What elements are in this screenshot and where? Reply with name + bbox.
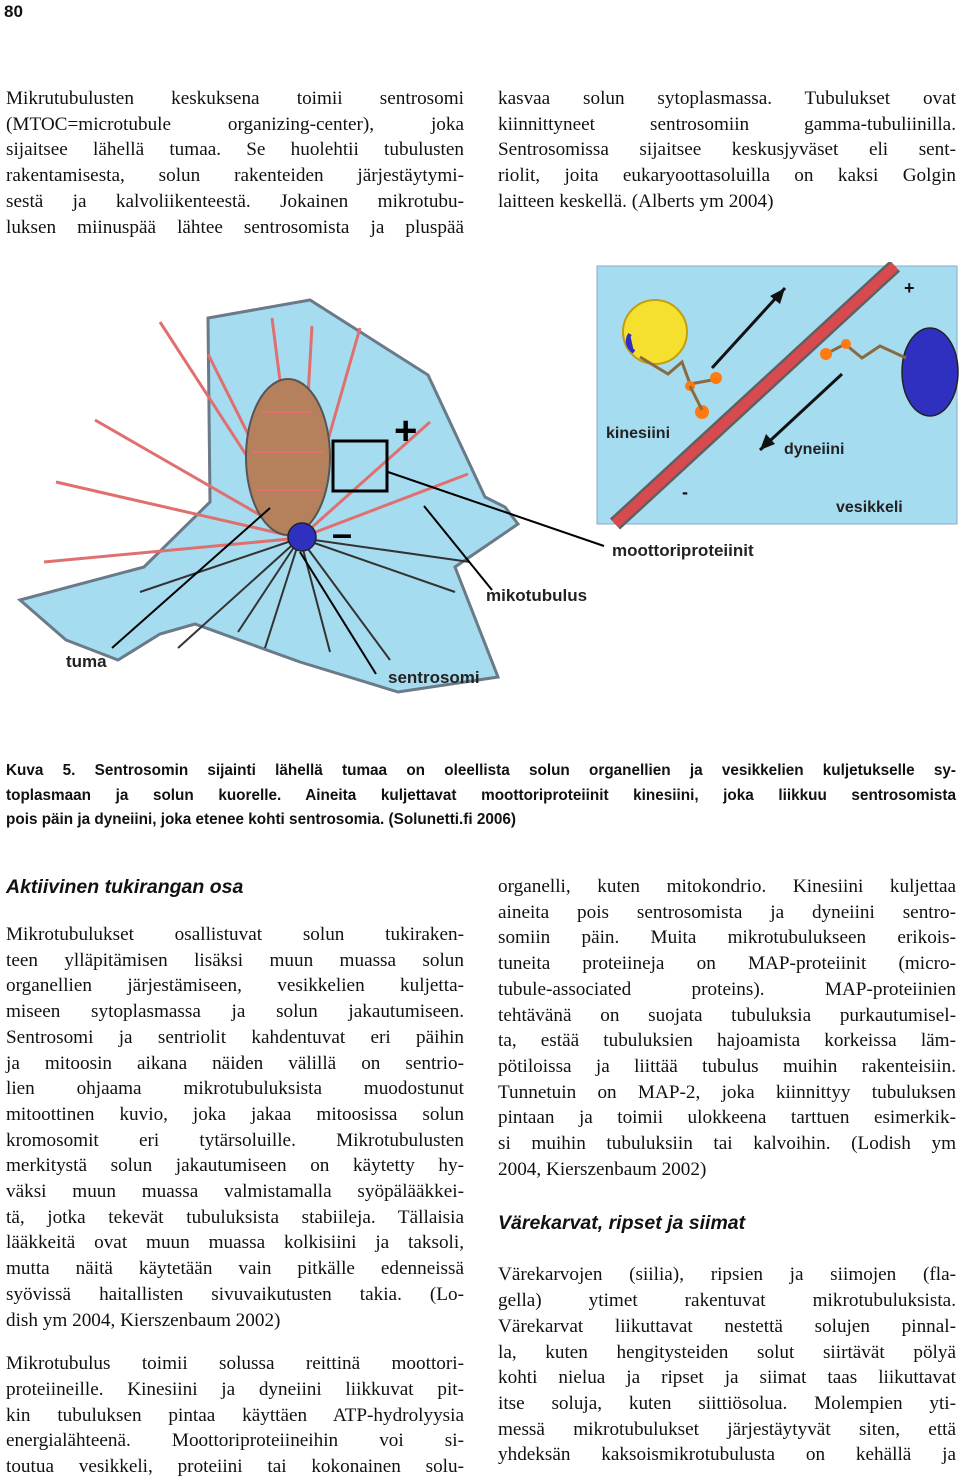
text-line: tuneita proteiineja on MAP-proteiinit (micro- (498, 953, 956, 975)
nucleus (246, 379, 330, 535)
page-number: 80 (4, 2, 23, 21)
heading-aktiivinen-tukirangan-osa: Aktiivinen tukirangan osa (6, 876, 244, 898)
text-line: Värekarvat liikuttavat nestettä solujen pinnal- (498, 1315, 956, 1337)
figure-caption (6, 759, 956, 833)
text-line: ta, estää tubuluksien hajoamista korkeissa läm- (498, 1030, 956, 1052)
text-line: Mikrutubulusten keskuksena toimii sentrosomi (6, 88, 464, 109)
inset-plus-sign: + (904, 278, 915, 298)
right-paragraph-2 (498, 1262, 956, 1468)
text-line: rakentamisesta, solun rakenteiden järjestäytymi- (6, 165, 464, 187)
text-line: dish ym 2004, Kierszenbaum 2002) (6, 1309, 281, 1331)
text-line: riolit, joita eukaryoottasoluilla on kaksi Golgin (498, 165, 956, 187)
text-line: messä mikrotubulukset järjestäytyvät siten, että (498, 1418, 956, 1440)
text-line: itse soluja, kuten siittiösolua. Molempien yti- (498, 1392, 956, 1414)
label-tuma: tuma (66, 652, 107, 671)
dynein-vesicle (902, 328, 958, 416)
text-line: miseen sytoplasmassa ja solun jakautumiseen. (6, 1001, 464, 1023)
text-line: Sentrosomi ja sentriolit kahdentuvat eri päihin (6, 1026, 464, 1048)
text-line: mutta näitä käytetään vain pitkälle edenneissä (6, 1258, 464, 1280)
text-line: lien ohjaama mikrotubuluksista muodostunut (6, 1078, 464, 1100)
text-line: pois päin ja dyneiini, joka etenee kohti sentrosomia. (Solunetti.fi 2006) (6, 811, 517, 828)
label-kinesiini: kinesiini (606, 425, 671, 442)
text-line: si muihin tubuluksiin tai kalvoihin. (Lodish ym (498, 1133, 956, 1155)
text-line: gella) ytimet rakentuvat mikrotubuluksista. (498, 1290, 956, 1312)
text-line: ja mitoosin aikana näiden välillä on sentrio- (6, 1052, 464, 1074)
text-line: kiinnittyneet sentrosomiin gamma-tubuliinilla. (498, 113, 956, 135)
text-line: toutua vesikkeli, proteiini tai kokonainen solu- (6, 1456, 464, 1478)
text-line: Värekarvojen (siilia), ripsien ja siimojen (fla- (498, 1264, 956, 1286)
left-paragraph-1 (6, 922, 464, 1333)
label-dyneiini: dyneiini (784, 441, 845, 458)
top-right-paragraph (498, 86, 956, 215)
text-line: proteiineille. Kinesiini ja dyneiini liikkuvat pit- (6, 1378, 464, 1400)
text-line: sijaitsee lähellä tumaa. Se huolehtii tubulusten (6, 139, 464, 161)
text-line: organellien järjestämiseen, vesikkelien kuljetta- (6, 975, 464, 997)
text-line: teen ylläpitämisen lisäksi muun muassa solun (6, 949, 464, 971)
text-line: tubule-associated proteins). MAP-proteiinien (498, 978, 956, 1000)
left-paragraph-2 (6, 1351, 464, 1480)
text-line: mitoottinen kuvio, joka jakaa mitoosissa solun (6, 1103, 464, 1125)
cell-plus-sign: + (394, 409, 418, 453)
text-line: kin tubuluksen pintaa käyttäen ATP-hydrolyysia (6, 1404, 464, 1426)
text-line: kromosomit eri tytärsoluille. Mikrotubulusten (6, 1129, 464, 1151)
text-line: organelli, kuten mitokondrio. Kinesiini kuljettaa (498, 876, 956, 897)
figure-kuva-5 (0, 262, 960, 702)
left-column (6, 874, 464, 1480)
text-line: (MTOC=microtubule organizing-center), joka (6, 113, 464, 135)
text-line: pötiloissa ja liittää tubulus muihin rakenteisiin. (498, 1055, 956, 1077)
text-line: sestä ja kalvoliikenteestä. Jokainen mikrotubu- (6, 190, 464, 212)
text-line: Mikrotubulus toimii solussa reittinä moottori- (6, 1353, 464, 1375)
text-line: 2004, Kierszenbaum 2002) (498, 1158, 707, 1180)
text-line: toplasmaan ja solun kuorelle. Aineita kuljettavat moottoriproteiinit kinesiini, joka liikkuu sentrosomista (6, 786, 956, 804)
text-line: aineita pois sentrosomista ja dyneiini sentro- (498, 901, 956, 923)
text-line: syövissä haitallisten sivuvaikutusten takia. (Lo- (6, 1283, 464, 1305)
text-line: väksi muun muassa valmistamalla syöpälääkkei- (6, 1181, 464, 1203)
text-line: Mikrotubulukset osallistuvat solun tukiraken- (6, 924, 464, 945)
top-left-paragraph (6, 86, 464, 240)
text-line: luksen miinuspää lähtee sentrosomista ja pluspää (6, 216, 464, 238)
text-line: Sentrosomissa sijaitsee keskusjyväset eli sent- (498, 139, 956, 161)
text-line: Tunnetuin on MAP-2, joka kiinnittyy tubuluksen (498, 1081, 956, 1103)
label-moottoriproteiinit: moottoriproteiinit (612, 541, 754, 560)
label-sentrosomi: sentrosomi (388, 668, 480, 687)
text-line: la, kuten hengitysteiden solut siirtävät pölyä (498, 1341, 956, 1363)
label-mikotubulus: mikotubulus (486, 586, 588, 605)
text-line: laitteen keskellä. (Alberts ym 2004) (498, 190, 774, 212)
text-line: Kuva 5. Sentrosomin sijainti lähellä tumaa on oleellista solun organellien ja vesikkelien kuljetukselle sy- (6, 762, 956, 779)
text-line: merkitystä solun jakautumiseen on käytetty hy- (6, 1155, 464, 1177)
motor-protein-inset (597, 266, 958, 524)
inset-minus-sign: - (682, 482, 688, 502)
label-vesikkeli: vesikkeli (836, 499, 903, 516)
text-line: kasvaa solun sytoplasmassa. Tubulukset ovat (498, 88, 956, 109)
cell-minus-sign: – (332, 513, 353, 554)
right-column (498, 874, 956, 1468)
kinesin-vesicle (623, 300, 687, 364)
text-line: kohti nielua ja ripset ja siimat taas liikuttavat (498, 1367, 956, 1389)
text-line: energialähteenä. Moottoriproteiineihin voi si- (6, 1430, 464, 1452)
heading-varekarvat: Värekarvat, ripset ja siimat (498, 1212, 746, 1235)
text-line: somiin päin. Muita mikrotubulukseen erikois- (498, 927, 956, 949)
text-line: pintaan ja toimii ulokkeena tarttuen esimerkik- (498, 1107, 956, 1129)
text-line: tä, jotka tekevät tubuluksista stabiileja. Tällaisia (6, 1206, 464, 1228)
centrosome (288, 523, 316, 551)
text-line: lääkkeitä ovat muun muassa kolkisiini ja taksoli, (6, 1232, 464, 1254)
text-line: tehtävänä on suojata tubuluksia purkautumisel- (498, 1004, 956, 1026)
right-paragraph-1 (498, 874, 956, 1182)
text-line: yhdeksän kaksoismikrotubulusta on kehällä ja (498, 1444, 956, 1466)
